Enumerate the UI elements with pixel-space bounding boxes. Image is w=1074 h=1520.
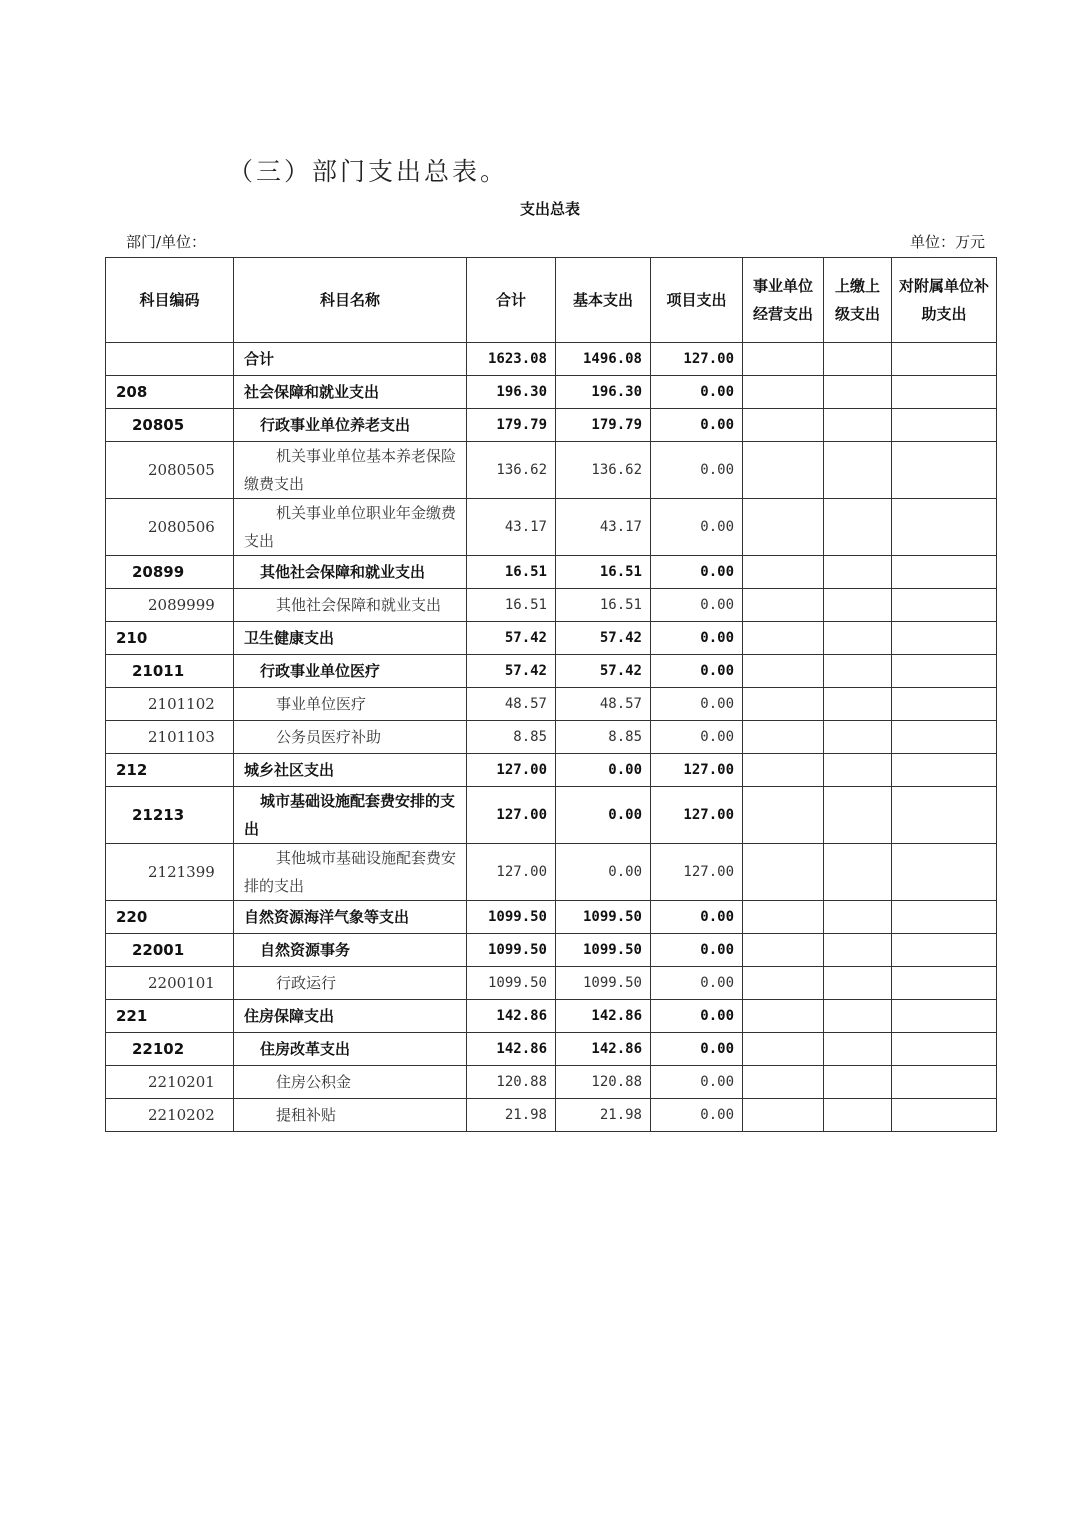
- row-project-cell: 0.00: [651, 688, 743, 721]
- row-subsidy-cell: [892, 754, 997, 787]
- row-name-cell: 其他社会保障和就业支出: [234, 589, 467, 622]
- row-project-cell: 0.00: [651, 934, 743, 967]
- row-subsidy-cell: [892, 556, 997, 589]
- col-header-project: 项目支出: [651, 258, 743, 343]
- col-header-name: 科目名称: [234, 258, 467, 343]
- table-row: [106, 754, 997, 787]
- row-basic-cell: 0.00: [556, 754, 651, 787]
- row-basic-cell: 120.88: [556, 1066, 651, 1099]
- row-subsidy-cell: [892, 655, 997, 688]
- row-total-cell: 8.85: [467, 721, 556, 754]
- row-business-cell: [743, 343, 824, 376]
- row-subsidy-cell: [892, 721, 997, 754]
- row-project-cell: 127.00: [651, 754, 743, 787]
- row-business-cell: [743, 622, 824, 655]
- row-code-cell: 212: [106, 754, 234, 787]
- row-name-cell: 其他社会保障和就业支出: [234, 556, 467, 589]
- row-business-cell: [743, 409, 824, 442]
- row-basic-cell: 43.17: [556, 499, 651, 556]
- table-row: [106, 589, 997, 622]
- row-project-cell: 0.00: [651, 442, 743, 499]
- row-subsidy-cell: [892, 499, 997, 556]
- row-total-cell: 179.79: [467, 409, 556, 442]
- row-project-cell: 0.00: [651, 1000, 743, 1033]
- row-project-cell: 0.00: [651, 499, 743, 556]
- table-row: [106, 376, 997, 409]
- row-code-cell: 2200101: [106, 967, 234, 1000]
- row-total-cell: 196.30: [467, 376, 556, 409]
- row-basic-cell: 48.57: [556, 688, 651, 721]
- table-row: [106, 556, 997, 589]
- row-upper-cell: [824, 376, 892, 409]
- table-row: [106, 499, 997, 556]
- table-row: [106, 901, 997, 934]
- row-code-cell: 21213: [106, 787, 234, 844]
- row-business-cell: [743, 787, 824, 844]
- unit-label: 单位：万元: [909, 233, 985, 251]
- row-business-cell: [743, 1000, 824, 1033]
- row-upper-cell: [824, 655, 892, 688]
- row-project-cell: 0.00: [651, 1099, 743, 1132]
- row-code-cell: 21011: [106, 655, 234, 688]
- page-heading: （三）部门支出总表。: [228, 157, 509, 186]
- row-upper-cell: [824, 343, 892, 376]
- row-total-cell: 21.98: [467, 1099, 556, 1132]
- row-name-cell: 住房保障支出: [234, 1000, 467, 1033]
- row-subsidy-cell: [892, 1033, 997, 1066]
- row-project-cell: 0.00: [651, 622, 743, 655]
- row-name-cell: 合计: [234, 343, 467, 376]
- row-code-cell: 208: [106, 376, 234, 409]
- row-total-cell: 120.88: [467, 1066, 556, 1099]
- table-row: [106, 442, 997, 499]
- row-total-cell: 43.17: [467, 499, 556, 556]
- row-name-cell: 行政运行: [234, 967, 467, 1000]
- row-total-cell: 127.00: [467, 754, 556, 787]
- row-business-cell: [743, 901, 824, 934]
- row-business-cell: [743, 967, 824, 1000]
- row-name-cell: 行政事业单位医疗: [234, 655, 467, 688]
- row-total-cell: 1099.50: [467, 967, 556, 1000]
- row-name-cell: 住房改革支出: [234, 1033, 467, 1066]
- table-row: [106, 622, 997, 655]
- row-project-cell: 0.00: [651, 901, 743, 934]
- row-basic-cell: 57.42: [556, 622, 651, 655]
- row-name-cell: 机关事业单位职业年金缴费支出: [234, 499, 467, 556]
- expenditure-table: [105, 257, 997, 1132]
- row-upper-cell: [824, 688, 892, 721]
- row-project-cell: 0.00: [651, 655, 743, 688]
- row-total-cell: 57.42: [467, 622, 556, 655]
- row-name-cell: 机关事业单位基本养老保险缴费支出: [234, 442, 467, 499]
- row-name-cell: 住房公积金: [234, 1066, 467, 1099]
- col-header-upper: 上缴上级支出: [824, 258, 892, 343]
- row-project-cell: 127.00: [651, 343, 743, 376]
- row-business-cell: [743, 1033, 824, 1066]
- table-row: [106, 1066, 997, 1099]
- row-subsidy-cell: [892, 343, 997, 376]
- table-row: [106, 1099, 997, 1132]
- row-subsidy-cell: [892, 844, 997, 901]
- row-upper-cell: [824, 901, 892, 934]
- row-upper-cell: [824, 1033, 892, 1066]
- col-header-basic: 基本支出: [556, 258, 651, 343]
- row-business-cell: [743, 655, 824, 688]
- row-business-cell: [743, 556, 824, 589]
- table-row: [106, 967, 997, 1000]
- row-name-cell: 事业单位医疗: [234, 688, 467, 721]
- row-code-cell: 2080505: [106, 442, 234, 499]
- row-upper-cell: [824, 499, 892, 556]
- row-basic-cell: 16.51: [556, 556, 651, 589]
- row-name-cell: 公务员医疗补助: [234, 721, 467, 754]
- row-basic-cell: 21.98: [556, 1099, 651, 1132]
- row-name-cell: 行政事业单位养老支出: [234, 409, 467, 442]
- row-name-cell: 自然资源事务: [234, 934, 467, 967]
- row-name-cell: 社会保障和就业支出: [234, 376, 467, 409]
- row-total-cell: 16.51: [467, 589, 556, 622]
- row-name-cell: 城市基础设施配套费安排的支出: [234, 787, 467, 844]
- row-code-cell: 2210201: [106, 1066, 234, 1099]
- row-total-cell: 136.62: [467, 442, 556, 499]
- row-code-cell: 2089999: [106, 589, 234, 622]
- row-total-cell: 142.86: [467, 1033, 556, 1066]
- row-upper-cell: [824, 442, 892, 499]
- col-header-subsidy: 对附属单位补助支出: [892, 258, 997, 343]
- row-total-cell: 127.00: [467, 787, 556, 844]
- row-basic-cell: 136.62: [556, 442, 651, 499]
- row-code-cell: 20805: [106, 409, 234, 442]
- row-subsidy-cell: [892, 589, 997, 622]
- row-total-cell: 1099.50: [467, 934, 556, 967]
- row-business-cell: [743, 688, 824, 721]
- row-code-cell: [106, 343, 234, 376]
- row-basic-cell: 57.42: [556, 655, 651, 688]
- row-code-cell: 22102: [106, 1033, 234, 1066]
- table-header-row: [106, 258, 997, 343]
- row-code-cell: 210: [106, 622, 234, 655]
- row-upper-cell: [824, 589, 892, 622]
- table-row: [106, 655, 997, 688]
- row-total-cell: 1099.50: [467, 901, 556, 934]
- row-business-cell: [743, 1066, 824, 1099]
- row-total-cell: 57.42: [467, 655, 556, 688]
- row-name-cell: 卫生健康支出: [234, 622, 467, 655]
- row-basic-cell: 1099.50: [556, 901, 651, 934]
- row-subsidy-cell: [892, 376, 997, 409]
- row-basic-cell: 1099.50: [556, 934, 651, 967]
- row-name-cell: 提租补贴: [234, 1099, 467, 1132]
- row-business-cell: [743, 844, 824, 901]
- row-subsidy-cell: [892, 1000, 997, 1033]
- row-total-cell: 142.86: [467, 1000, 556, 1033]
- table-row: [106, 1033, 997, 1066]
- table-row: [106, 787, 997, 844]
- table-row: [106, 844, 997, 901]
- row-business-cell: [743, 1099, 824, 1132]
- row-code-cell: 20899: [106, 556, 234, 589]
- row-code-cell: 2210202: [106, 1099, 234, 1132]
- row-subsidy-cell: [892, 787, 997, 844]
- row-basic-cell: 16.51: [556, 589, 651, 622]
- row-project-cell: 0.00: [651, 1066, 743, 1099]
- row-project-cell: 0.00: [651, 1033, 743, 1066]
- row-subsidy-cell: [892, 409, 997, 442]
- row-subsidy-cell: [892, 934, 997, 967]
- table-row: [106, 343, 997, 376]
- col-header-total: 合计: [467, 258, 556, 343]
- row-basic-cell: 0.00: [556, 844, 651, 901]
- row-code-cell: 2080506: [106, 499, 234, 556]
- row-basic-cell: 0.00: [556, 787, 651, 844]
- row-subsidy-cell: [892, 688, 997, 721]
- row-basic-cell: 1099.50: [556, 967, 651, 1000]
- row-basic-cell: 1496.08: [556, 343, 651, 376]
- row-project-cell: 0.00: [651, 409, 743, 442]
- row-business-cell: [743, 721, 824, 754]
- row-project-cell: 127.00: [651, 787, 743, 844]
- row-total-cell: 16.51: [467, 556, 556, 589]
- row-upper-cell: [824, 409, 892, 442]
- row-upper-cell: [824, 754, 892, 787]
- row-basic-cell: 179.79: [556, 409, 651, 442]
- row-upper-cell: [824, 844, 892, 901]
- table-row: [106, 721, 997, 754]
- table-row: [106, 409, 997, 442]
- row-upper-cell: [824, 1099, 892, 1132]
- row-upper-cell: [824, 1066, 892, 1099]
- row-business-cell: [743, 754, 824, 787]
- row-total-cell: 1623.08: [467, 343, 556, 376]
- row-upper-cell: [824, 934, 892, 967]
- row-upper-cell: [824, 1000, 892, 1033]
- row-business-cell: [743, 442, 824, 499]
- row-total-cell: 48.57: [467, 688, 556, 721]
- table-title: 支出总表: [519, 200, 580, 218]
- table-row: [106, 688, 997, 721]
- row-business-cell: [743, 376, 824, 409]
- table-row: [106, 934, 997, 967]
- row-basic-cell: 142.86: [556, 1000, 651, 1033]
- row-subsidy-cell: [892, 1099, 997, 1132]
- row-subsidy-cell: [892, 622, 997, 655]
- row-project-cell: 0.00: [651, 589, 743, 622]
- row-code-cell: 220: [106, 901, 234, 934]
- row-subsidy-cell: [892, 1066, 997, 1099]
- row-upper-cell: [824, 721, 892, 754]
- col-header-business: 事业单位经营支出: [743, 258, 824, 343]
- row-business-cell: [743, 499, 824, 556]
- row-business-cell: [743, 934, 824, 967]
- row-code-cell: 22001: [106, 934, 234, 967]
- row-upper-cell: [824, 622, 892, 655]
- row-business-cell: [743, 589, 824, 622]
- row-upper-cell: [824, 787, 892, 844]
- row-name-cell: 自然资源海洋气象等支出: [234, 901, 467, 934]
- row-subsidy-cell: [892, 901, 997, 934]
- row-basic-cell: 142.86: [556, 1033, 651, 1066]
- row-basic-cell: 8.85: [556, 721, 651, 754]
- row-subsidy-cell: [892, 442, 997, 499]
- table-row: [106, 1000, 997, 1033]
- row-project-cell: 0.00: [651, 721, 743, 754]
- department-label: 部门/单位：: [126, 233, 207, 251]
- row-project-cell: 127.00: [651, 844, 743, 901]
- col-header-code: 科目编码: [106, 258, 234, 343]
- row-code-cell: 2101103: [106, 721, 234, 754]
- row-upper-cell: [824, 556, 892, 589]
- row-project-cell: 0.00: [651, 556, 743, 589]
- row-code-cell: 221: [106, 1000, 234, 1033]
- row-upper-cell: [824, 967, 892, 1000]
- row-project-cell: 0.00: [651, 376, 743, 409]
- row-code-cell: 2121399: [106, 844, 234, 901]
- row-name-cell: 其他城市基础设施配套费安排的支出: [234, 844, 467, 901]
- row-project-cell: 0.00: [651, 967, 743, 1000]
- row-subsidy-cell: [892, 967, 997, 1000]
- row-code-cell: 2101102: [106, 688, 234, 721]
- row-total-cell: 127.00: [467, 844, 556, 901]
- row-basic-cell: 196.30: [556, 376, 651, 409]
- row-name-cell: 城乡社区支出: [234, 754, 467, 787]
